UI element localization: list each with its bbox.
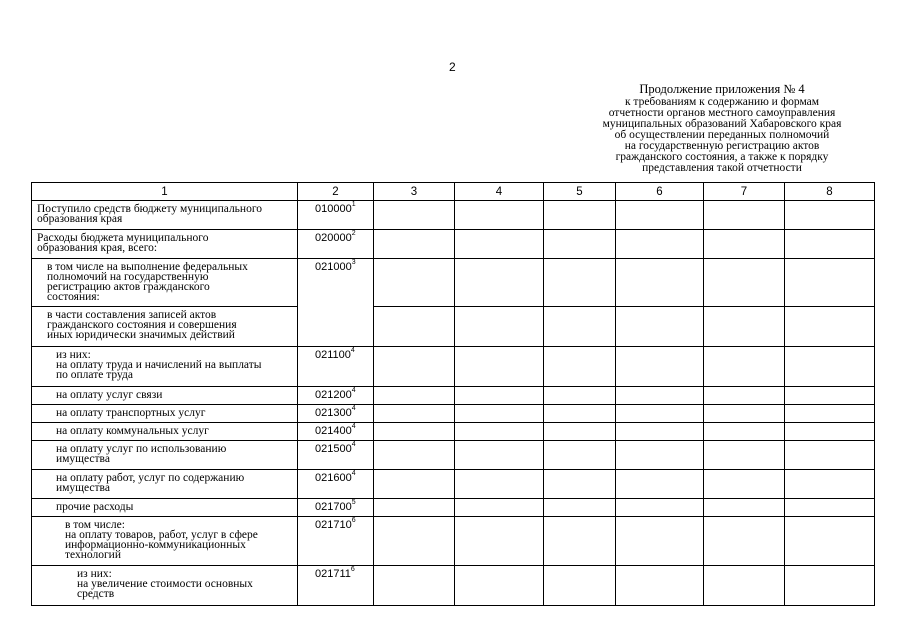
empty-cell[interactable] [374,201,455,230]
appendix-line: представления такой отчетности [642,162,802,174]
table-row [32,347,875,387]
empty-cell[interactable] [455,470,544,499]
row-label-line: на оплату услуг по использованию [56,443,227,455]
empty-cell[interactable] [544,230,616,259]
empty-cell[interactable] [544,470,616,499]
empty-cell[interactable] [704,230,785,259]
empty-cell[interactable] [544,566,616,606]
row-code-value: 021600 [315,472,352,484]
row-label [32,307,298,347]
row-label-line: на увеличение стоимости основных [77,578,253,590]
empty-cell[interactable] [616,387,704,405]
empty-cell[interactable] [704,201,785,230]
appendix-line: муниципальных образований Хабаровского края [602,118,842,130]
empty-cell[interactable] [785,423,875,441]
empty-cell[interactable] [374,259,455,307]
empty-cell[interactable] [455,405,544,423]
row-label-line: средств [77,588,115,600]
empty-cell[interactable] [544,347,616,387]
row-code-value: 020000 [315,232,352,244]
empty-cell[interactable] [455,387,544,405]
row-label [32,517,298,566]
row-label-line: имущества [56,453,110,465]
empty-cell[interactable] [616,405,704,423]
empty-cell[interactable] [374,499,455,517]
table-row [32,230,875,259]
row-label [32,230,298,259]
empty-cell[interactable] [785,441,875,470]
table-row [32,405,875,423]
footnote-marker: 4 [351,441,356,448]
column-header: 8 [785,183,875,201]
row-code [298,405,374,423]
row-label-line: имущества [56,482,110,494]
row-label [32,566,298,606]
appendix-line: об осуществлении переданных полномочий [614,129,830,141]
table-row [32,441,875,470]
footnote-marker: 4 [350,347,355,354]
row-label-line: на оплату труда и начислений на выплаты [56,359,262,371]
table-row [32,307,875,347]
row-label-line: прочие расходы [56,501,134,513]
empty-cell[interactable] [616,307,704,347]
row-label-line: регистрацию актов гражданского [47,281,210,293]
empty-cell[interactable] [455,201,544,230]
empty-cell[interactable] [616,566,704,606]
row-code [298,499,374,517]
row-label-line: информационно-коммуникационных [65,539,246,551]
row-code [298,387,374,405]
empty-cell[interactable] [544,405,616,423]
table-row [32,423,875,441]
row-label [32,470,298,499]
footnote-marker: 5 [351,499,356,506]
row-label-line: гражданского состояния и совершения [47,319,237,331]
empty-cell[interactable] [374,347,455,387]
empty-cell[interactable] [785,201,875,230]
empty-cell[interactable] [374,387,455,405]
row-label [32,387,298,405]
table-row [32,201,875,230]
empty-cell[interactable] [616,347,704,387]
table-row [32,259,875,307]
empty-cell[interactable] [616,517,704,566]
empty-cell[interactable] [544,441,616,470]
row-code-value: 021100 [315,349,351,361]
empty-cell[interactable] [455,307,544,347]
empty-cell[interactable] [455,423,544,441]
appendix-line: отчетности органов местного самоуправления [608,107,836,119]
empty-cell[interactable] [544,499,616,517]
empty-cell[interactable] [704,441,785,470]
row-label-line: состояния: [47,291,100,303]
column-header: 1 [32,183,298,201]
column-header: 7 [704,183,785,201]
row-label-line: Расходы бюджета муниципального [37,232,209,244]
row-label-line: на оплату товаров, работ, услуг в сфере [65,529,258,541]
appendix-title: Продолжение приложения № 4 [639,82,805,96]
row-label-line: образования края [37,213,123,225]
row-code-value: 021400 [315,425,352,437]
empty-cell[interactable] [455,517,544,566]
empty-cell[interactable] [544,387,616,405]
row-code [298,230,374,259]
empty-cell[interactable] [374,470,455,499]
empty-cell[interactable] [616,441,704,470]
table-row [32,499,875,517]
row-code-value: 021711 [315,568,351,580]
empty-cell[interactable] [785,517,875,566]
row-label-line: из них: [77,568,112,580]
row-code [298,517,374,566]
empty-cell[interactable] [455,347,544,387]
row-label [32,499,298,517]
row-code [298,259,374,347]
appendix-line: к требованиям к содержанию и формам [624,96,820,108]
row-label-line: технологий [65,549,121,561]
row-label-line: по оплате труда [56,369,133,381]
empty-cell[interactable] [455,259,544,307]
table-row [32,470,875,499]
empty-cell[interactable] [785,307,875,347]
footnote-marker: 2 [351,230,356,237]
empty-cell[interactable] [544,307,616,347]
empty-cell[interactable] [785,387,875,405]
row-label-line: образования края, всего: [37,242,158,254]
row-label-line: из них: [56,349,91,361]
empty-cell[interactable] [374,423,455,441]
report-table [31,182,875,606]
appendix-header [572,84,872,174]
empty-cell[interactable] [616,470,704,499]
footnote-marker: 3 [351,259,356,266]
empty-cell[interactable] [616,259,704,307]
footnote-marker: 6 [351,517,356,524]
empty-cell[interactable] [455,230,544,259]
table-header-row [32,183,875,201]
empty-cell[interactable] [785,230,875,259]
row-code-value: 021200 [315,389,352,401]
empty-cell[interactable] [785,347,875,387]
empty-cell[interactable] [785,405,875,423]
empty-cell[interactable] [374,307,455,347]
empty-cell[interactable] [616,499,704,517]
row-label-line: Поступило средств бюджету муниципального [37,203,263,215]
table-row [32,387,875,405]
row-label-line: иных юридически значимых действий [47,329,235,341]
row-label [32,441,298,470]
empty-cell[interactable] [544,517,616,566]
empty-cell[interactable] [704,517,785,566]
table-row [32,566,875,606]
page-number: 2 [449,60,456,74]
row-label-line: полномочий на государственную [47,271,209,283]
footnote-marker: 4 [351,423,356,430]
empty-cell[interactable] [785,566,875,606]
footnote-marker: 1 [351,201,356,208]
empty-cell[interactable] [785,259,875,307]
empty-cell[interactable] [374,517,455,566]
footnote-marker: 4 [351,470,356,477]
row-label [32,347,298,387]
row-label-line: на оплату коммунальных услуг [56,425,209,437]
appendix-line: гражданского состояния, а также к порядку [615,151,829,163]
empty-cell[interactable] [374,230,455,259]
row-label [32,201,298,230]
row-code-value: 021710 [315,519,352,531]
empty-cell[interactable] [374,566,455,606]
footnote-marker: 6 [350,566,355,573]
empty-cell[interactable] [704,499,785,517]
empty-cell[interactable] [704,387,785,405]
empty-cell[interactable] [455,499,544,517]
empty-cell[interactable] [785,499,875,517]
row-code [298,347,374,387]
empty-cell[interactable] [544,423,616,441]
empty-cell[interactable] [785,470,875,499]
row-label-line: на оплату транспортных услуг [56,407,206,419]
row-label-line: на оплату работ, услуг по содержанию [56,472,245,484]
empty-cell[interactable] [455,441,544,470]
empty-cell[interactable] [374,441,455,470]
row-code-value: 021700 [315,501,352,513]
empty-cell[interactable] [544,201,616,230]
row-label [32,259,298,307]
row-code-value: 021500 [315,443,352,455]
row-label-line: в том числе на выполнение федеральных [47,261,248,273]
empty-cell[interactable] [616,230,704,259]
empty-cell[interactable] [544,259,616,307]
empty-cell[interactable] [704,405,785,423]
empty-cell[interactable] [455,566,544,606]
row-label [32,423,298,441]
column-header: 2 [298,183,374,201]
empty-cell[interactable] [704,259,785,307]
empty-cell[interactable] [704,423,785,441]
column-header: 4 [455,183,544,201]
empty-cell[interactable] [704,470,785,499]
footnote-marker: 4 [351,405,356,412]
empty-cell[interactable] [374,405,455,423]
row-code [298,423,374,441]
table-row [32,517,875,566]
empty-cell[interactable] [616,201,704,230]
column-header: 5 [544,183,616,201]
row-label [32,405,298,423]
empty-cell[interactable] [704,566,785,606]
column-header: 6 [616,183,704,201]
empty-cell[interactable] [704,307,785,347]
row-code [298,441,374,470]
row-code-value: 021000 [315,261,352,273]
footnote-marker: 4 [351,387,356,394]
column-header: 3 [374,183,455,201]
row-label-line: на оплату услуг связи [56,389,163,401]
row-code-value: 010000 [315,203,352,215]
appendix-line: на государственную регистрацию актов [624,140,820,152]
row-code [298,201,374,230]
row-code [298,470,374,499]
row-label-line: в том числе: [65,519,125,531]
empty-cell[interactable] [704,347,785,387]
row-code [298,566,374,606]
row-label-line: в части составления записей актов [47,309,217,321]
empty-cell[interactable] [616,423,704,441]
row-code-value: 021300 [315,407,352,419]
